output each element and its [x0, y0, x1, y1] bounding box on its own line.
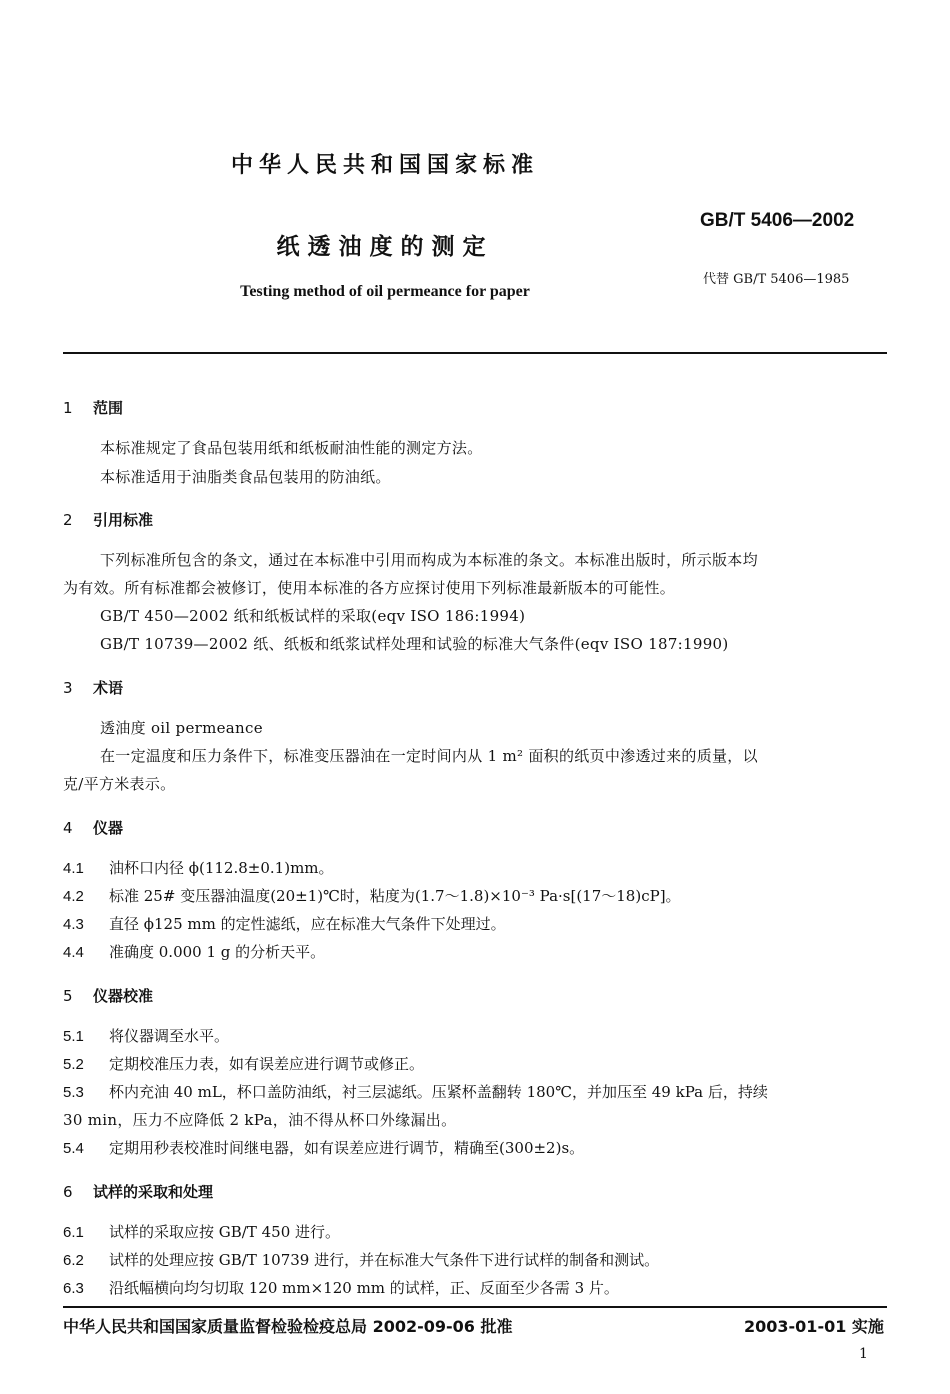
normative-reference-1: GB/T 450—2002 纸和纸板试样的采取(eqv ISO 186:1994) — [100, 607, 526, 625]
list-item-continuation: 30 min，压力不应降低 2 kPa，油不得从杯口外缘漏出。 — [63, 1111, 457, 1129]
page-number: 1 — [859, 1346, 868, 1362]
standard-code: GB/T 5406—2002 — [700, 210, 855, 231]
list-item: 5.2 定期校准压力表，如有误差应进行调节或修正。 — [63, 1055, 425, 1073]
list-item: 5.3 杯内充油 40 mL，杯口盖防油纸，衬三层滤纸。压紧杯盖翻转 180℃，并加压至 49 kPa 后，持续 — [63, 1083, 768, 1101]
section-2-para-1b: 为有效。所有标准都会被修订，使用本标准的各方应探讨使用下列标准最新版本的可能性。 — [63, 579, 676, 597]
section-6-heading: 6 试样的采取和处理 — [63, 1183, 214, 1201]
header-divider — [63, 352, 887, 354]
section-1-heading: 1 范围 — [63, 399, 124, 417]
replaces-note: 代替 GB/T 5406—1985 — [703, 272, 850, 287]
section-3-heading: 3 术语 — [63, 679, 124, 697]
list-item: 6.3 沿纸幅横向均匀切取 120 mm×120 mm 的试样，正、反面至少各需 3 片。 — [63, 1279, 619, 1297]
list-item: 4.4 准确度 0.000 1 g 的分析天平。 — [63, 943, 326, 961]
list-item: 4.3 直径 ϕ125 mm 的定性滤纸，应在标准大气条件下处理过。 — [63, 915, 506, 933]
section-5-heading: 5 仪器校准 — [63, 987, 154, 1005]
section-4-heading: 4 仪器 — [63, 819, 124, 837]
national-standard-heading: 中华人民共和国国家标准 — [230, 153, 539, 178]
section-2-para-1a: 下列标准所包含的条文，通过在本标准中引用而构成为本标准的条文。本标准出版时，所示版本均 — [100, 551, 758, 569]
document-title-en: Testing method of oil permeance for paper — [240, 283, 530, 300]
list-item: 5.1 将仪器调至水平。 — [63, 1027, 230, 1045]
footer-divider — [63, 1306, 887, 1308]
list-item: 4.2 标准 25# 变压器油温度(20±1)℃时，粘度为(1.7～1.8)×10⁻³ Pa·s[(17～18)cP]。 — [63, 887, 681, 905]
term-oil-permeance: 透油度 oil permeance — [100, 719, 263, 737]
document-title-cn: 纸透油度的测定 — [276, 234, 494, 260]
list-item: 6.2 试样的处理应按 GB/T 10739 进行，并在标准大气条件下进行试样的制备和测试。 — [63, 1251, 660, 1269]
list-item: 6.1 试样的采取应按 GB/T 450 进行。 — [63, 1223, 340, 1241]
normative-reference-2: GB/T 10739—2002 纸、纸板和纸浆试样处理和试验的标准大气条件(eqv ISO 187:1990) — [100, 635, 729, 653]
term-definition-a: 在一定温度和压力条件下，标准变压器油在一定时间内从 1 m² 面积的纸页中渗透过来的质量，以 — [100, 747, 758, 765]
section-1-para-2: 本标准适用于油脂类食品包装用的防油纸。 — [100, 468, 391, 486]
effective-date: 2003-01-01 实施 — [744, 1317, 884, 1336]
list-item: 4.1 油杯口内径 ϕ(112.8±0.1)mm。 — [63, 859, 334, 877]
term-definition-b: 克/平方米表示。 — [63, 775, 176, 793]
section-2-heading: 2 引用标准 — [63, 511, 154, 529]
section-1-para-1: 本标准规定了食品包装用纸和纸板耐油性能的测定方法。 — [100, 439, 483, 457]
issuing-authority: 中华人民共和国国家质量监督检验检疫总局 2002-09-06 批准 — [63, 1317, 513, 1336]
list-item: 5.4 定期用秒表校准时间继电器，如有误差应进行调节，精确至(300±2)s。 — [63, 1139, 585, 1157]
